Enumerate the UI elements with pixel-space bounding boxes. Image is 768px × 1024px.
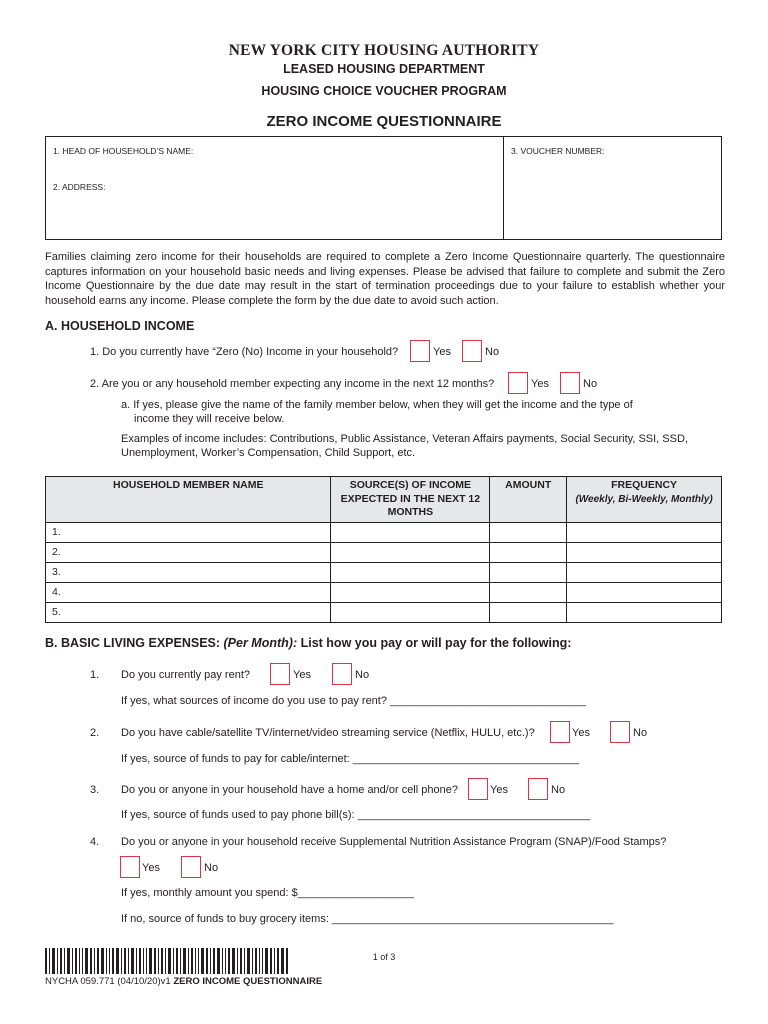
- b2-no-checkbox[interactable]: [610, 721, 630, 743]
- head-of-household-label: 1. HEAD OF HOUSEHOLD’S NAME:: [53, 146, 194, 156]
- col-household-member-name: HOUSEHOLD MEMBER NAME: [46, 477, 331, 523]
- b3-yes-checkbox[interactable]: [468, 778, 488, 800]
- b1-no-checkbox[interactable]: [332, 663, 352, 685]
- b2-number: 2.: [90, 727, 100, 739]
- section-b-title: [45, 636, 571, 650]
- b4-no-label: No: [204, 862, 219, 874]
- table-cell[interactable]: [490, 522, 567, 542]
- a2-yes-checkbox[interactable]: [508, 372, 528, 394]
- a1-yes-label: Yes: [433, 346, 451, 358]
- table-cell[interactable]: [567, 602, 722, 622]
- program-title: HOUSING CHOICE VOUCHER PROGRAM: [261, 84, 507, 98]
- row-number[interactable]: 2.: [46, 542, 331, 562]
- address-field[interactable]: [46, 194, 502, 238]
- table-cell[interactable]: [490, 602, 567, 622]
- b1-yes-checkbox[interactable]: [270, 663, 290, 685]
- a1-no-checkbox[interactable]: [462, 340, 482, 362]
- form-footer: [45, 976, 322, 987]
- b2-yes-checkbox[interactable]: [550, 721, 570, 743]
- voucher-number-label: 3. VOUCHER NUMBER:: [511, 146, 605, 156]
- department-title: LEASED HOUSING DEPARTMENT: [283, 62, 485, 76]
- question-a2: 2. Are you or any household member expecting any income in the next 12 months?: [90, 378, 495, 390]
- page-number: 1 of 3: [372, 952, 396, 962]
- b3-number: 3.: [90, 784, 100, 796]
- voucher-number-field[interactable]: [505, 158, 720, 238]
- form-code: NYCHA 059.771 (04/10/20)v1: [45, 976, 171, 987]
- section-b-title-main: B. BASIC LIVING EXPENSES:: [45, 636, 224, 650]
- row-number[interactable]: 3.: [46, 562, 331, 582]
- row-number[interactable]: 4.: [46, 582, 331, 602]
- b3-followup[interactable]: If yes, source of funds used to pay phone bill(s): ______________________________________: [121, 809, 591, 821]
- table-cell[interactable]: [490, 562, 567, 582]
- info-box-divider: [503, 136, 504, 240]
- form-footer-name: ZERO INCOME QUESTIONNAIRE: [173, 976, 323, 987]
- table-cell[interactable]: [567, 562, 722, 582]
- table-cell[interactable]: [490, 542, 567, 562]
- table-cell[interactable]: [331, 582, 490, 602]
- section-b-title-per-month: (Per Month):: [223, 636, 298, 650]
- b1-question: Do you currently pay rent?: [121, 669, 251, 681]
- b2-followup[interactable]: If yes, source of funds to pay for cable/internet: _____________________________________: [121, 753, 580, 765]
- table-cell[interactable]: [490, 582, 567, 602]
- section-b-title-tail: List how you pay or will pay for the following:: [297, 636, 572, 650]
- col-frequency: [567, 477, 722, 523]
- b4-yes-label: Yes: [142, 862, 160, 874]
- table-row: [46, 562, 722, 582]
- row-number[interactable]: 5.: [46, 602, 331, 622]
- b4-followup-yes[interactable]: If yes, monthly amount you spend: $___________________: [121, 887, 414, 899]
- b4-no-checkbox[interactable]: [181, 856, 201, 878]
- table-row: [46, 602, 722, 622]
- b4-yes-checkbox[interactable]: [120, 856, 140, 878]
- question-a1: 1. Do you currently have “Zero (No) Income in your household?: [90, 346, 399, 358]
- a2-no-label: No: [583, 378, 598, 390]
- head-of-household-field[interactable]: [46, 158, 502, 178]
- table-cell[interactable]: [331, 542, 490, 562]
- table-cell[interactable]: [567, 522, 722, 542]
- table-row: [46, 542, 722, 562]
- a2-yes-label: Yes: [531, 378, 549, 390]
- question-a2a-continued: income they will receive below.: [134, 413, 285, 425]
- col-amount: AMOUNT: [490, 477, 567, 523]
- b4-question: Do you or anyone in your household receive Supplemental Nutrition Assistance Program (SNAP)/Food Stamps?: [121, 836, 667, 848]
- expected-income-table: [45, 476, 722, 623]
- a2-no-checkbox[interactable]: [560, 372, 580, 394]
- b3-no-checkbox[interactable]: [528, 778, 548, 800]
- b2-no-label: No: [633, 727, 648, 739]
- b2-yes-label: Yes: [572, 727, 590, 739]
- b1-yes-label: Yes: [293, 669, 311, 681]
- table-cell[interactable]: [331, 602, 490, 622]
- col-frequency-sub: (Weekly, Bi-Weekly, Monthly): [575, 493, 713, 505]
- col-income-sources: SOURCE(S) OF INCOME EXPECTED IN THE NEXT 12 MONTHS: [331, 477, 490, 523]
- address-label: 2. ADDRESS:: [53, 182, 106, 192]
- table-cell[interactable]: [331, 522, 490, 542]
- intro-paragraph: Families claiming zero income for their households are required to complete a Zero Income Questionnaire quarterly. The questionnaire captures information on your household basic needs and living expenses. Please be advised that failure to complete and submit the Zero Income Questionnaire by the due date may result in the start of termination proceedings due to your failure to establish whether your household earns any income. Please complete the form by the due date to avoid such action.: [45, 251, 725, 307]
- table-row: [46, 522, 722, 542]
- agency-title: NEW YORK CITY HOUSING AUTHORITY: [228, 42, 540, 59]
- table-cell[interactable]: [567, 582, 722, 602]
- col-frequency-label: FREQUENCY: [611, 479, 678, 491]
- b2-question: Do you have cable/satellite TV/internet/video streaming service (Netflix, HULU, etc.)?: [121, 727, 535, 739]
- question-a2a: a. If yes, please give the name of the family member below, when they will get the income and the type of: [121, 399, 633, 411]
- b4-number: 4.: [90, 836, 100, 848]
- b1-number: 1.: [90, 669, 100, 681]
- b1-no-label: No: [355, 669, 370, 681]
- a1-yes-checkbox[interactable]: [410, 340, 430, 362]
- income-examples: Examples of income includes: Contributions, Public Assistance, Veteran Affairs payments, Social Security, SSI, SSD, Unemployment, Worker’s Compensation, Child Support, etc.: [121, 433, 688, 459]
- b4-followup-no[interactable]: If no, source of funds to buy grocery items: ______________________________________________: [121, 913, 614, 925]
- table-cell[interactable]: [567, 542, 722, 562]
- table-row: [46, 582, 722, 602]
- b3-no-label: No: [551, 784, 566, 796]
- b3-question: Do you or anyone in your household have a home and/or cell phone?: [121, 784, 458, 796]
- b1-followup[interactable]: If yes, what sources of income do you use to pay rent? ________________________________: [121, 695, 586, 707]
- row-number[interactable]: 1.: [46, 522, 331, 542]
- b3-yes-label: Yes: [490, 784, 508, 796]
- section-a-title: A. HOUSEHOLD INCOME: [45, 319, 195, 333]
- form-title: ZERO INCOME QUESTIONNAIRE: [266, 113, 502, 130]
- a1-no-label: No: [485, 346, 500, 358]
- table-cell[interactable]: [331, 562, 490, 582]
